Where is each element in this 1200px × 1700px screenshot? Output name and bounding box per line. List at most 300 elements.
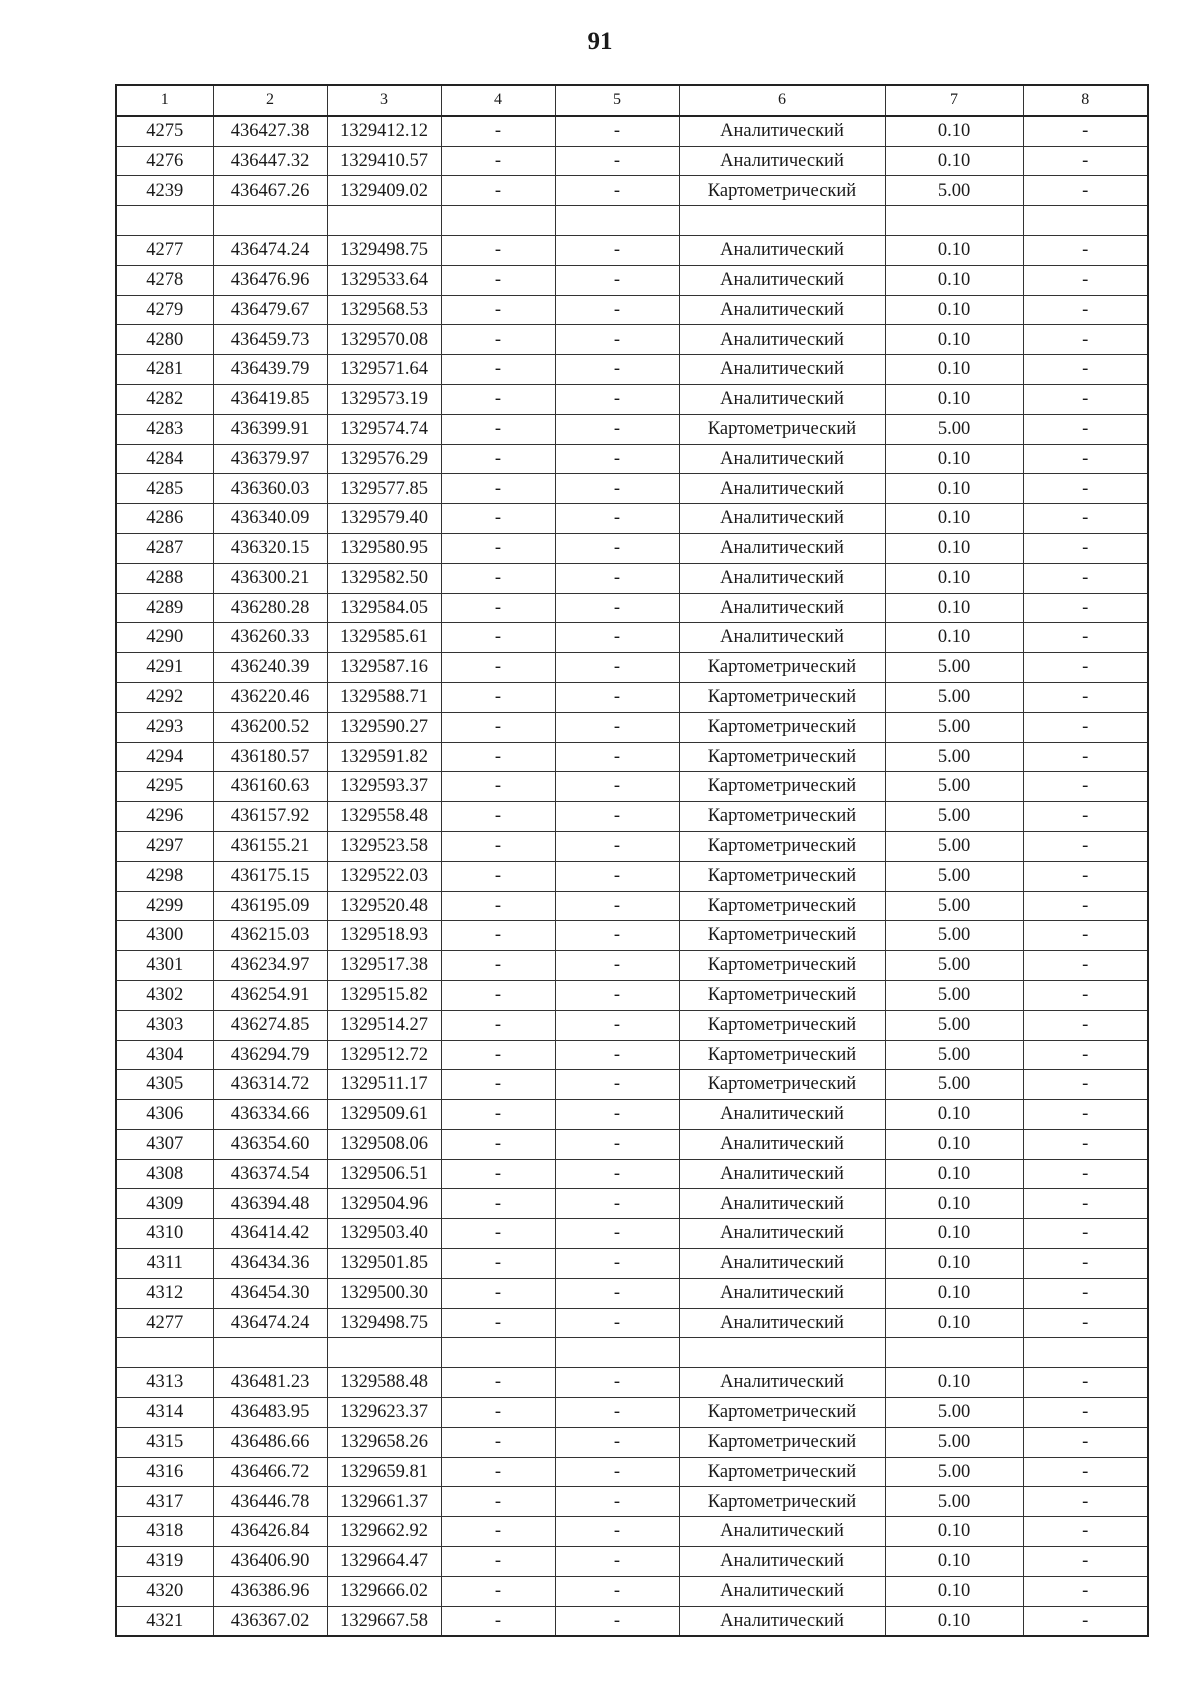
table-cell-col-5: - — [555, 1606, 679, 1636]
table-cell-col-6: Аналитический — [679, 1100, 885, 1130]
table-cell-col-5: - — [555, 712, 679, 742]
table-row — [116, 474, 1148, 504]
table-cell-col-6: Аналитический — [679, 623, 885, 653]
table-cell-col-6: Картометрический — [679, 980, 885, 1010]
column-header-6: 6 — [679, 85, 885, 116]
table-cell-col-2: 436215.03 — [213, 921, 327, 951]
table-row — [116, 295, 1148, 325]
table-cell-col-5: - — [555, 1576, 679, 1606]
table-cell-col-6: Картометрический — [679, 951, 885, 981]
table-cell-col-7: 5.00 — [885, 831, 1023, 861]
table-cell-col-5: - — [555, 295, 679, 325]
table-cell-col-4: - — [441, 1249, 555, 1279]
table-cell-col-5: - — [555, 772, 679, 802]
table-cell-col-4: - — [441, 1159, 555, 1189]
table-row — [116, 1249, 1148, 1279]
table-cell-col-3: 1329571.64 — [327, 355, 441, 385]
table-row — [116, 265, 1148, 295]
table-cell-col-7: 0.10 — [885, 1606, 1023, 1636]
table-cell-col-6: Аналитический — [679, 325, 885, 355]
table-cell-col-4: - — [441, 891, 555, 921]
table-cell-col-7: 0.10 — [885, 265, 1023, 295]
table-row — [116, 1457, 1148, 1487]
table-row — [116, 1219, 1148, 1249]
table-cell-col-7: 0.10 — [885, 1278, 1023, 1308]
table-cell-col-6: Аналитический — [679, 295, 885, 325]
table-cell-col-7: 0.10 — [885, 1129, 1023, 1159]
table-cell-col-2: 436447.32 — [213, 146, 327, 176]
table-row — [116, 1129, 1148, 1159]
table-cell-col-5: - — [555, 235, 679, 265]
table-cell-col-8: - — [1023, 1517, 1148, 1547]
table-cell-col-5: - — [555, 682, 679, 712]
table-cell-col-1: 4288 — [116, 563, 213, 593]
table-cell-col-8: - — [1023, 712, 1148, 742]
table-cell-col-8: - — [1023, 951, 1148, 981]
table-cell-col-7: 0.10 — [885, 474, 1023, 504]
table-cell-col-8: - — [1023, 1040, 1148, 1070]
table-cell-col-1: 4287 — [116, 533, 213, 563]
table-cell-col-5: - — [555, 1517, 679, 1547]
table-cell-col-4: - — [441, 176, 555, 206]
table-cell-col-1: 4311 — [116, 1249, 213, 1279]
table-cell-col-1: 4306 — [116, 1100, 213, 1130]
table-cell-col-2: 436427.38 — [213, 116, 327, 146]
table-cell-col-4: - — [441, 1487, 555, 1517]
table-cell-col-8: - — [1023, 1070, 1148, 1100]
table-cell-col-8: - — [1023, 1427, 1148, 1457]
table-cell-col-2: 436446.78 — [213, 1487, 327, 1517]
table-cell-col-5: - — [555, 325, 679, 355]
table-cell-col-7: 5.00 — [885, 653, 1023, 683]
table-cell-col-1: 4317 — [116, 1487, 213, 1517]
table-cell-col-4: - — [441, 1576, 555, 1606]
table-cell-col-8: - — [1023, 295, 1148, 325]
table-cell-col-5: - — [555, 861, 679, 891]
table-cell-col-5: - — [555, 1487, 679, 1517]
table-cell-col-3: 1329579.40 — [327, 504, 441, 534]
table-cell-col-8: - — [1023, 861, 1148, 891]
table-row — [116, 206, 1148, 236]
table-cell-col-5: - — [555, 355, 679, 385]
table-cell-col-2: 436340.09 — [213, 504, 327, 534]
table-cell-col-6: Картометрический — [679, 1487, 885, 1517]
table-cell-col-1: 4302 — [116, 980, 213, 1010]
table-cell-col-8: - — [1023, 623, 1148, 653]
table-cell-col-5: - — [555, 742, 679, 772]
table-cell-col-6: Аналитический — [679, 563, 885, 593]
table-cell-col-5: - — [555, 802, 679, 832]
table-cell-col-1 — [116, 206, 213, 236]
table-cell-col-1: 4291 — [116, 653, 213, 683]
table-cell-col-8 — [1023, 1338, 1148, 1368]
table-row — [116, 682, 1148, 712]
table-cell-col-1: 4282 — [116, 384, 213, 414]
table-cell-col-6: Картометрический — [679, 921, 885, 951]
table-cell-col-8: - — [1023, 682, 1148, 712]
table-cell-col-7: 5.00 — [885, 682, 1023, 712]
table-cell-col-4: - — [441, 533, 555, 563]
table-cell-col-3: 1329576.29 — [327, 444, 441, 474]
table-cell-col-3: 1329515.82 — [327, 980, 441, 1010]
table-cell-col-2: 436479.67 — [213, 295, 327, 325]
table-cell-col-7: 5.00 — [885, 802, 1023, 832]
table-cell-col-4: - — [441, 1308, 555, 1338]
table-cell-col-2 — [213, 1338, 327, 1368]
table-cell-col-8: - — [1023, 1547, 1148, 1577]
table-cell-col-6: Аналитический — [679, 265, 885, 295]
table-cell-col-2: 436474.24 — [213, 1308, 327, 1338]
table-cell-col-7: 5.00 — [885, 712, 1023, 742]
table-row — [116, 861, 1148, 891]
table-cell-col-2: 436367.02 — [213, 1606, 327, 1636]
table-cell-col-3: 1329590.27 — [327, 712, 441, 742]
table-cell-col-7: 0.10 — [885, 623, 1023, 653]
table-cell-col-3: 1329501.85 — [327, 1249, 441, 1279]
table-cell-col-7 — [885, 206, 1023, 236]
table-cell-col-5: - — [555, 1100, 679, 1130]
table-cell-col-5: - — [555, 623, 679, 653]
table-cell-col-3: 1329514.27 — [327, 1010, 441, 1040]
table-cell-col-7: 5.00 — [885, 772, 1023, 802]
table-row — [116, 504, 1148, 534]
table-row — [116, 593, 1148, 623]
table-cell-col-6: Аналитический — [679, 1308, 885, 1338]
table-cell-col-6: Аналитический — [679, 593, 885, 623]
table-cell-col-6: Картометрический — [679, 831, 885, 861]
table-cell-col-5: - — [555, 951, 679, 981]
table-cell-col-3: 1329658.26 — [327, 1427, 441, 1457]
table-cell-col-3: 1329520.48 — [327, 891, 441, 921]
table-cell-col-1: 4285 — [116, 474, 213, 504]
table-cell-col-7: 5.00 — [885, 921, 1023, 951]
coordinates-table — [115, 84, 1149, 1637]
table-cell-col-4: - — [441, 563, 555, 593]
table-row — [116, 712, 1148, 742]
table-cell-col-5 — [555, 1338, 679, 1368]
table-cell-col-1: 4315 — [116, 1427, 213, 1457]
table-cell-col-1: 4299 — [116, 891, 213, 921]
table-cell-col-4: - — [441, 742, 555, 772]
table-cell-col-1: 4293 — [116, 712, 213, 742]
table-cell-col-5: - — [555, 831, 679, 861]
table-row — [116, 1100, 1148, 1130]
table-cell-col-1: 4275 — [116, 116, 213, 146]
table-cell-col-2: 436467.26 — [213, 176, 327, 206]
table-cell-col-8: - — [1023, 444, 1148, 474]
table-cell-col-5: - — [555, 1070, 679, 1100]
table-cell-col-7: 0.10 — [885, 295, 1023, 325]
table-cell-col-4: - — [441, 951, 555, 981]
table-cell-col-6: Картометрический — [679, 1070, 885, 1100]
table-cell-col-3: 1329504.96 — [327, 1189, 441, 1219]
table-cell-col-6: Аналитический — [679, 474, 885, 504]
page-number: 91 — [587, 28, 613, 55]
table-cell-col-5: - — [555, 1219, 679, 1249]
table-cell-col-2: 436320.15 — [213, 533, 327, 563]
table-cell-col-1: 4239 — [116, 176, 213, 206]
table-cell-col-3: 1329664.47 — [327, 1547, 441, 1577]
table-row — [116, 653, 1148, 683]
table-row — [116, 355, 1148, 385]
table-cell-col-7: 0.10 — [885, 1189, 1023, 1219]
table-cell-col-7: 5.00 — [885, 742, 1023, 772]
table-cell-col-3: 1329662.92 — [327, 1517, 441, 1547]
table-cell-col-3: 1329573.19 — [327, 384, 441, 414]
table-cell-col-4 — [441, 1338, 555, 1368]
table-cell-col-2: 436486.66 — [213, 1427, 327, 1457]
table-row — [116, 1278, 1148, 1308]
table-cell-col-5: - — [555, 563, 679, 593]
table-cell-col-7: 5.00 — [885, 1040, 1023, 1070]
table-cell-col-3: 1329661.37 — [327, 1487, 441, 1517]
table-cell-col-4: - — [441, 116, 555, 146]
table-cell-col-6: Аналитический — [679, 235, 885, 265]
table-row — [116, 1576, 1148, 1606]
table-cell-col-7: 5.00 — [885, 1457, 1023, 1487]
table-cell-col-1: 4309 — [116, 1189, 213, 1219]
table-cell-col-1: 4289 — [116, 593, 213, 623]
table-cell-col-4: - — [441, 355, 555, 385]
table-cell-col-1: 4294 — [116, 742, 213, 772]
table-row — [116, 235, 1148, 265]
table-cell-col-7: 0.10 — [885, 146, 1023, 176]
table-cell-col-5: - — [555, 1457, 679, 1487]
table-cell-col-8: - — [1023, 1368, 1148, 1398]
table-cell-col-1: 4281 — [116, 355, 213, 385]
table-cell-col-4: - — [441, 504, 555, 534]
table-row — [116, 1189, 1148, 1219]
table-cell-col-1: 4321 — [116, 1606, 213, 1636]
table-cell-col-3: 1329580.95 — [327, 533, 441, 563]
table-cell-col-8: - — [1023, 1129, 1148, 1159]
table-cell-col-1: 4292 — [116, 682, 213, 712]
table-cell-col-3 — [327, 206, 441, 236]
table-cell-col-4: - — [441, 146, 555, 176]
table-cell-col-1: 4308 — [116, 1159, 213, 1189]
table-cell-col-7: 0.10 — [885, 116, 1023, 146]
table-cell-col-4: - — [441, 325, 555, 355]
table-cell-col-7: 0.10 — [885, 1219, 1023, 1249]
table-cell-col-2: 436483.95 — [213, 1398, 327, 1428]
table-cell-col-8: - — [1023, 265, 1148, 295]
column-header-3: 3 — [327, 85, 441, 116]
table-row — [116, 1606, 1148, 1636]
table-cell-col-2: 436240.39 — [213, 653, 327, 683]
table-row — [116, 891, 1148, 921]
table-cell-col-3: 1329498.75 — [327, 1308, 441, 1338]
table-cell-col-3: 1329570.08 — [327, 325, 441, 355]
table-cell-col-4: - — [441, 772, 555, 802]
table-cell-col-1: 4277 — [116, 1308, 213, 1338]
table-cell-col-1: 4319 — [116, 1547, 213, 1577]
column-header-5: 5 — [555, 85, 679, 116]
table-cell-col-8: - — [1023, 474, 1148, 504]
table-cell-col-2: 436175.15 — [213, 861, 327, 891]
table-cell-col-4: - — [441, 1129, 555, 1159]
table-cell-col-3: 1329587.16 — [327, 653, 441, 683]
table-cell-col-2: 436274.85 — [213, 1010, 327, 1040]
table-cell-col-6: Аналитический — [679, 504, 885, 534]
table-cell-col-4: - — [441, 474, 555, 504]
table-cell-col-3: 1329509.61 — [327, 1100, 441, 1130]
table-row — [116, 1487, 1148, 1517]
table-cell-col-3: 1329508.06 — [327, 1129, 441, 1159]
table-cell-col-8: - — [1023, 742, 1148, 772]
table-cell-col-1 — [116, 1338, 213, 1368]
table-cell-col-1: 4313 — [116, 1368, 213, 1398]
table-cell-col-2: 436155.21 — [213, 831, 327, 861]
table-cell-col-1: 4295 — [116, 772, 213, 802]
table-row — [116, 831, 1148, 861]
table-cell-col-4: - — [441, 265, 555, 295]
table-cell-col-2: 436157.92 — [213, 802, 327, 832]
table-row — [116, 116, 1148, 146]
table-cell-col-2: 436260.33 — [213, 623, 327, 653]
table-cell-col-1: 4303 — [116, 1010, 213, 1040]
table-cell-col-6: Аналитический — [679, 1606, 885, 1636]
table-cell-col-1: 4305 — [116, 1070, 213, 1100]
table-cell-col-1: 4284 — [116, 444, 213, 474]
table-cell-col-6: Аналитический — [679, 1517, 885, 1547]
table-cell-col-7: 0.10 — [885, 1249, 1023, 1279]
table-cell-col-5: - — [555, 444, 679, 474]
table-cell-col-2: 436386.96 — [213, 1576, 327, 1606]
table-cell-col-1: 4283 — [116, 414, 213, 444]
table-cell-col-3: 1329511.17 — [327, 1070, 441, 1100]
table-row — [116, 742, 1148, 772]
table-cell-col-8: - — [1023, 1278, 1148, 1308]
table-cell-col-1: 4278 — [116, 265, 213, 295]
table-cell-col-1: 4277 — [116, 235, 213, 265]
table-cell-col-1: 4304 — [116, 1040, 213, 1070]
table-cell-col-7: 5.00 — [885, 1070, 1023, 1100]
table-cell-col-3: 1329517.38 — [327, 951, 441, 981]
table-row — [116, 951, 1148, 981]
table-cell-col-5: - — [555, 384, 679, 414]
table-cell-col-5: - — [555, 921, 679, 951]
table-row — [116, 1547, 1148, 1577]
table-cell-col-7: 0.10 — [885, 1547, 1023, 1577]
table-cell-col-5: - — [555, 1040, 679, 1070]
table-cell-col-1: 4316 — [116, 1457, 213, 1487]
table-row — [116, 563, 1148, 593]
table-cell-col-5: - — [555, 474, 679, 504]
table-cell-col-2: 436399.91 — [213, 414, 327, 444]
table-cell-col-4: - — [441, 235, 555, 265]
table-cell-col-8: - — [1023, 1249, 1148, 1279]
table-cell-col-8: - — [1023, 1100, 1148, 1130]
table-cell-col-6: Аналитический — [679, 1576, 885, 1606]
table-cell-col-4: - — [441, 1427, 555, 1457]
table-cell-col-2: 436200.52 — [213, 712, 327, 742]
table-cell-col-3: 1329667.58 — [327, 1606, 441, 1636]
table-cell-col-1: 4290 — [116, 623, 213, 653]
table-row — [116, 921, 1148, 951]
table-cell-col-2: 436220.46 — [213, 682, 327, 712]
table-cell-col-3: 1329584.05 — [327, 593, 441, 623]
table-cell-col-1: 4297 — [116, 831, 213, 861]
table-row — [116, 1338, 1148, 1368]
table-cell-col-5: - — [555, 1308, 679, 1338]
table-cell-col-8: - — [1023, 802, 1148, 832]
table-cell-col-6: Картометрический — [679, 1427, 885, 1457]
table-cell-col-6: Аналитический — [679, 1547, 885, 1577]
table-cell-col-1: 4320 — [116, 1576, 213, 1606]
table-cell-col-2: 436439.79 — [213, 355, 327, 385]
table-cell-col-8: - — [1023, 1457, 1148, 1487]
table-cell-col-3: 1329558.48 — [327, 802, 441, 832]
table-cell-col-8: - — [1023, 1219, 1148, 1249]
table-row — [116, 414, 1148, 444]
table-row — [116, 1368, 1148, 1398]
table-cell-col-2: 436394.48 — [213, 1189, 327, 1219]
table-cell-col-5: - — [555, 1427, 679, 1457]
table-cell-col-3: 1329588.71 — [327, 682, 441, 712]
table-cell-col-7: 5.00 — [885, 891, 1023, 921]
table-cell-col-6 — [679, 206, 885, 236]
table-cell-col-5: - — [555, 146, 679, 176]
table-cell-col-7: 0.10 — [885, 504, 1023, 534]
table-cell-col-5: - — [555, 176, 679, 206]
table-cell-col-2: 436234.97 — [213, 951, 327, 981]
table-cell-col-2 — [213, 206, 327, 236]
table-cell-col-4: - — [441, 1606, 555, 1636]
table-cell-col-2: 436481.23 — [213, 1368, 327, 1398]
table-cell-col-7: 5.00 — [885, 980, 1023, 1010]
table-cell-col-3: 1329518.93 — [327, 921, 441, 951]
table-cell-col-6: Аналитический — [679, 444, 885, 474]
table-cell-col-8: - — [1023, 891, 1148, 921]
table-cell-col-7: 0.10 — [885, 1576, 1023, 1606]
table-cell-col-5: - — [555, 1278, 679, 1308]
table-cell-col-7: 5.00 — [885, 1010, 1023, 1040]
table-cell-col-2: 436280.28 — [213, 593, 327, 623]
table-cell-col-4: - — [441, 1517, 555, 1547]
table-cell-col-8: - — [1023, 1487, 1148, 1517]
table-cell-col-8: - — [1023, 355, 1148, 385]
table-cell-col-7: 0.10 — [885, 235, 1023, 265]
table-cell-col-6: Картометрический — [679, 802, 885, 832]
table-cell-col-6: Аналитический — [679, 146, 885, 176]
table-cell-col-7: 0.10 — [885, 355, 1023, 385]
table-cell-col-6: Картометрический — [679, 1398, 885, 1428]
table-cell-col-4: - — [441, 414, 555, 444]
table-cell-col-1: 4298 — [116, 861, 213, 891]
table-row — [116, 176, 1148, 206]
table-cell-col-8: - — [1023, 533, 1148, 563]
table-cell-col-4: - — [441, 1457, 555, 1487]
table-cell-col-6: Аналитический — [679, 355, 885, 385]
table-cell-col-6: Картометрический — [679, 861, 885, 891]
table-cell-col-7: 5.00 — [885, 176, 1023, 206]
table-cell-col-5: - — [555, 1159, 679, 1189]
table-cell-col-4: - — [441, 593, 555, 623]
table-row — [116, 384, 1148, 414]
table-cell-col-4 — [441, 206, 555, 236]
table-cell-col-7: 5.00 — [885, 1398, 1023, 1428]
table-cell-col-6: Картометрический — [679, 891, 885, 921]
table-cell-col-6: Аналитический — [679, 1368, 885, 1398]
table-cell-col-5: - — [555, 1547, 679, 1577]
table-cell-col-7: 0.10 — [885, 384, 1023, 414]
table-cell-col-3: 1329568.53 — [327, 295, 441, 325]
table-cell-col-4: - — [441, 444, 555, 474]
table-cell-col-1: 4301 — [116, 951, 213, 981]
table-cell-col-5 — [555, 206, 679, 236]
table-cell-col-7: 5.00 — [885, 861, 1023, 891]
table-row — [116, 1040, 1148, 1070]
